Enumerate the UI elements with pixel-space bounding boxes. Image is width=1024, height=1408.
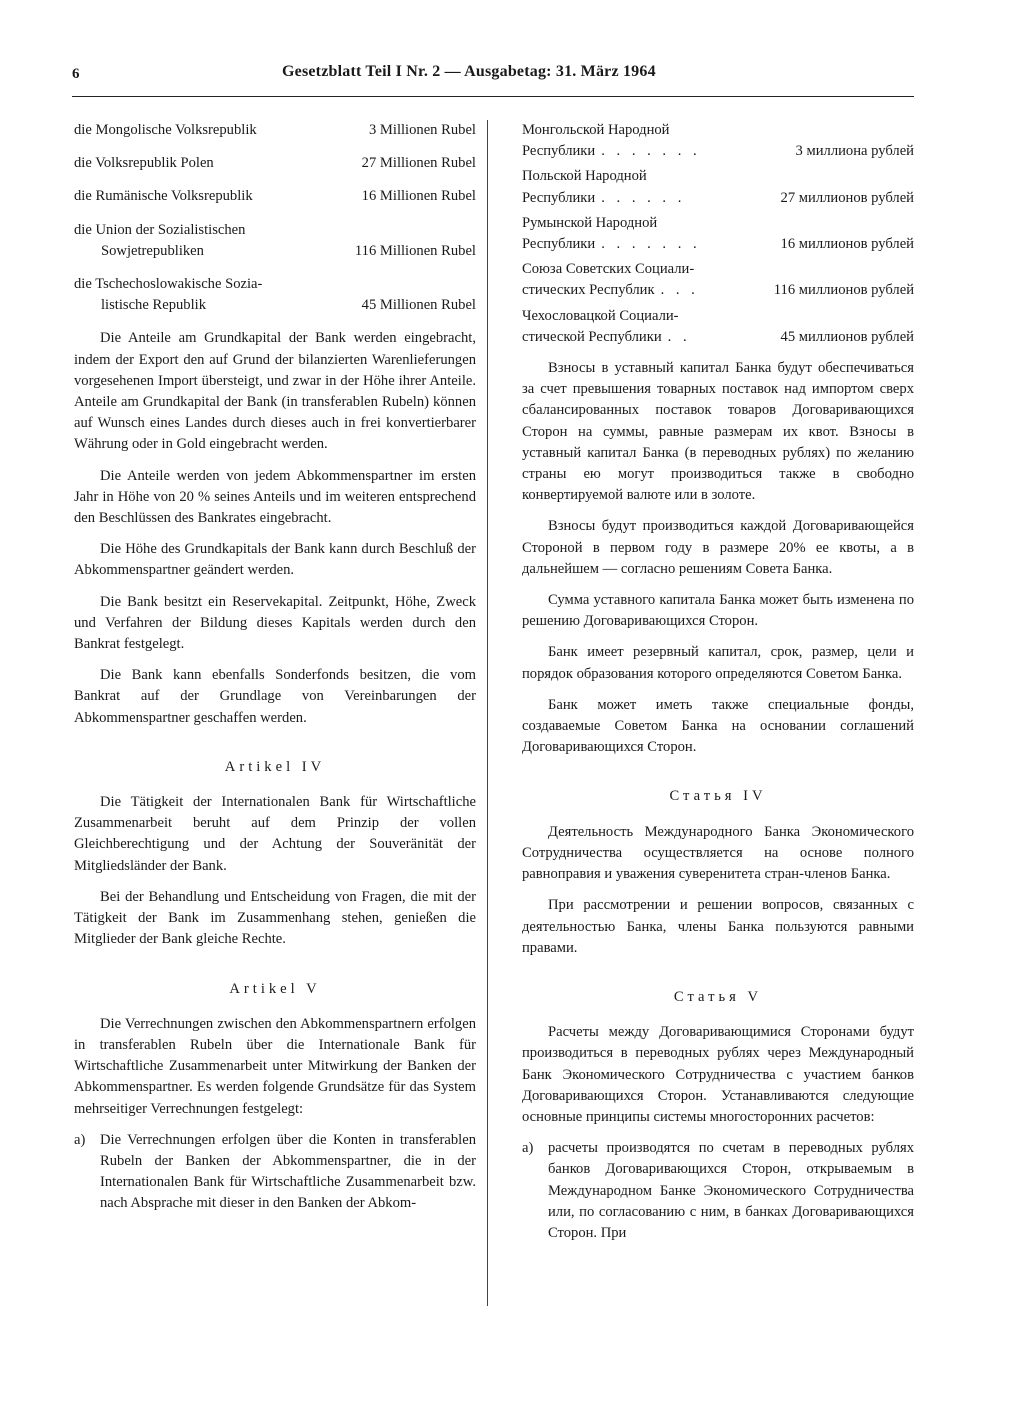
list-item-text: расчеты производятся по счетам в переводных рублях банков Договаривающихся Сторон, открываемым в Международном Банке Экономического Сотрудничества или, по согласованию с ним, в банках Договаривающихся Сторон. При — [548, 1140, 914, 1241]
country-name-line1: Чехословацкой Социали- — [522, 307, 679, 324]
russian-column — [522, 120, 914, 1244]
paragraph: Расчеты между Договаривающимися Сторонами будут производиться в переводных рублях через Международный Банк Экономического Сотрудничества с участием банков Договаривающихся Сторон. Устанавливаются следующие основные принципы системы многосторонних расчетов: — [522, 1024, 914, 1125]
country-name-line1: die Tschechoslowakische Sozia- — [74, 276, 263, 293]
country-name: die Mongolische Volksrepublik — [74, 122, 257, 138]
country-name — [74, 274, 352, 316]
paragraph: Деятельность Международного Банка Экономического Сотрудничества осуществляется на основе полного равноправия и уважения суверенитета стран-членов Банка. — [522, 823, 914, 883]
contribution-line — [522, 280, 914, 301]
amount: 116 Millionen Rubel — [354, 242, 476, 259]
contribution-line — [522, 141, 914, 162]
country-name: die Rumänische Volksrepublik — [74, 188, 253, 205]
country-name-line1: Монгольской Народной — [522, 122, 670, 138]
running-title: Gesetzblatt Teil I Nr. 2 — Ausgabetag: 31. März 1964 — [282, 63, 656, 80]
header-rule — [72, 96, 914, 97]
contribution-row — [74, 186, 476, 207]
paragraph: При рассмотрении и решении вопросов, связанных с деятельностью Банка, члены Банка пользуются равными правами. — [522, 897, 914, 956]
amount: 3 Millionen Rubel — [368, 122, 476, 138]
paragraph: Bei der Behandlung und Entscheidung von Fragen, die mit der Tätigkeit der Bank im Zusammenhang stehen, genießen die Mitglieder der Bank gleiche Rechte. — [74, 888, 476, 948]
country-name-line1: die Union der Sozialistischen — [74, 221, 246, 238]
paragraph: Die Anteile am Grundkapital der Bank werden eingebracht, indem der Export den auf Grund der bilanzierten Warenlieferungen vorgesehenen Import übersteigt, und zwar in der Höhe ihrer Anteile. Anteile am Grundkapital der Bank (in transferablen Rubeln) können auf Wunsch eines Landes durch dieses auch in frei konvertierbarer Währung oder in Gold eingebracht werden. — [74, 330, 476, 453]
paragraph: Взносы будут производиться каждой Договаривающейся Стороной в первом году в размере 20% ее квоты, а в дальнейшем — согласно решениям Совета Банка. — [522, 518, 914, 577]
article-4-heading: Статья IV — [669, 788, 767, 805]
country-name-line2: listische Republik — [101, 297, 206, 314]
country-name-line1: Союза Советских Социали- — [522, 261, 695, 278]
leader-dots: . . . — [660, 282, 699, 299]
contribution-row — [522, 166, 914, 208]
contribution-row — [74, 120, 476, 141]
amount: 45 миллионов рублей — [780, 328, 914, 345]
amount: 16 миллионов рублей — [780, 236, 914, 253]
article-5-heading: Artikel V — [229, 980, 321, 997]
contribution-row — [522, 120, 914, 162]
leader-dots: . . . . . . . — [601, 236, 701, 253]
list-marker: а) — [522, 1140, 534, 1157]
paragraph: Die Anteile werden von jedem Abkommenspartner im ersten Jahr in Höhe von 20 % seines Anteils und im weiteren entsprechend den Beschlüssen des Bankrates eingebracht. — [74, 467, 476, 527]
leader-dots: . . . . . . — [601, 189, 686, 206]
country-name-line2: стической Республики — [522, 328, 662, 345]
contribution-row — [522, 259, 914, 301]
article-5-heading: Статья V — [673, 988, 763, 1005]
contribution-line — [522, 188, 914, 209]
german-column — [74, 120, 476, 1215]
amount: 45 Millionen Rubel — [361, 297, 476, 314]
paragraph: Банк может иметь также специальные фонды, создаваемые Советом Банка на основании соглашений Договаривающихся Сторон. — [522, 696, 914, 756]
paragraph: Взносы в уставный капитал Банка будут обеспечиваться за счет превышения товарных поставок над импортом сверх сбалансированных поставок товаров Договаривающихся Сторон на суммы, равные размерам их квот. Взносы в уставный капитал Банка (в переводных рублях) по желанию страны ею могут производиться также в свободно конвертируемой валюте или в золоте. — [522, 360, 914, 504]
column-divider — [487, 120, 488, 1306]
country-name-line1: Польской Народной — [522, 168, 647, 185]
contribution-row — [522, 306, 914, 348]
amount: 116 миллионов рублей — [773, 282, 914, 299]
contribution-line — [522, 234, 914, 255]
country-name-line2: Республики — [522, 236, 596, 253]
amount: 27 миллионов рублей — [780, 189, 914, 206]
list-item — [522, 1138, 914, 1244]
country-name-line2: стических Республик — [522, 282, 655, 299]
paragraph: Die Bank kann ebenfalls Sonderfonds besitzen, die vom Bankrat auf der Grundlage von Vereinbarungen der Abkommenspartner geschaffen werden. — [74, 667, 476, 726]
contribution-row — [522, 213, 914, 255]
paragraph: Сумма уставного капитала Банка может быть изменена по решению Договаривающихся Сторон. — [522, 592, 914, 630]
leader-dots: . . — [667, 328, 691, 345]
country-name-line2: Sowjetrepubliken — [101, 242, 204, 259]
list-marker: a) — [74, 1131, 86, 1148]
paragraph: Банк имеет резервный капитал, срок, размер, цели и порядок образования которого определяются Советом Банка. — [522, 644, 914, 682]
list-item-text: Die Verrechnungen erfolgen über die Konten in transferablen Rubeln der Banken der Abkommenspartner, die in der Internationalen Bank für Wirtschaftliche Zusammenarbeit bzw. nach Absprache mit dieser in den Banken der Abkom- — [100, 1131, 476, 1212]
article-4-heading: Artikel IV — [224, 758, 326, 775]
country-name-line2: Республики — [522, 143, 596, 160]
paragraph: Die Bank besitzt ein Reservekapital. Zeitpunkt, Höhe, Zweck und Verfahren der Bildung dieses Kapitals werden durch den Bankrat festgelegt. — [74, 593, 476, 653]
page-number: 6 — [72, 66, 80, 82]
amount: 27 Millionen Rubel — [361, 155, 476, 172]
list-item — [74, 1130, 476, 1215]
contribution-row — [74, 220, 476, 262]
country-name-line1: Румынской Народной — [522, 214, 658, 231]
country-name — [74, 220, 345, 262]
country-name: die Volksrepublik Polen — [74, 155, 214, 172]
paragraph: Die Höhe des Grundkapitals der Bank kann durch Beschluß der Abkommenspartner geändert werden. — [74, 541, 476, 579]
contribution-row — [74, 153, 476, 174]
contribution-row — [74, 274, 476, 316]
amount: 16 Millionen Rubel — [361, 188, 476, 205]
country-name-line2: Республики — [522, 189, 596, 206]
leader-dots: . . . . . . . — [601, 143, 701, 160]
contribution-line — [522, 327, 914, 348]
paragraph: Die Verrechnungen zwischen den Abkommenspartnern erfolgen in transferablen Rubeln über die Internationale Bank für Wirtschaftliche Zusammenarbeit unter Mitwirkung der Banken der Abkommenspartner. Es werden folgende Grundsätze für das System mehrseitiger Verrechnungen festgelegt: — [74, 1015, 476, 1117]
amount: 3 миллиона рублей — [795, 143, 914, 160]
paragraph: Die Tätigkeit der Internationalen Bank für Wirtschaftliche Zusammenarbeit beruht auf dem Prinzip der vollen Gleichberechtigung und der Achtung der Souveränität der Mitgliedsländer der Bank. — [74, 794, 476, 874]
